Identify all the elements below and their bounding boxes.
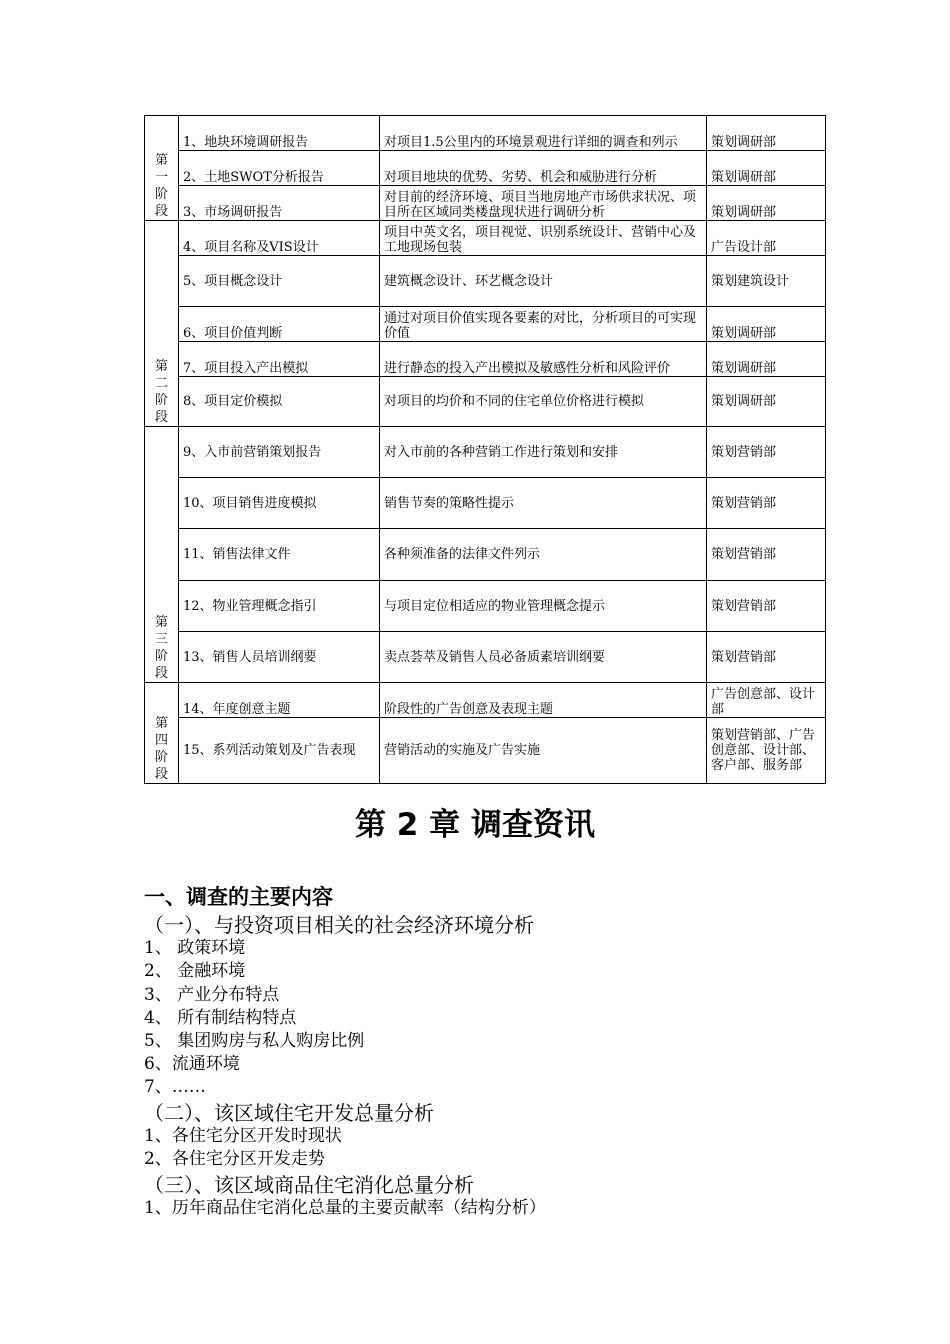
item-cell: 10、项目销售进度模拟 bbox=[179, 478, 380, 529]
desc-cell: 阶段性的广告创意及表现主题 bbox=[380, 683, 707, 718]
desc-cell: 建筑概念设计、环艺概念设计 bbox=[380, 256, 707, 307]
table-row bbox=[145, 256, 826, 307]
table-row bbox=[145, 718, 826, 784]
dept-cell: 策划调研部 bbox=[707, 307, 826, 342]
table-row bbox=[145, 116, 826, 151]
stage-cell-2: 第 二 阶 段 bbox=[145, 221, 179, 427]
table-row bbox=[145, 377, 826, 427]
dept-cell: 策划营销部 bbox=[707, 581, 826, 632]
table-row bbox=[145, 478, 826, 529]
dept-cell: 广告创意部、设计部 bbox=[707, 683, 826, 718]
table-row bbox=[145, 151, 826, 186]
dept-cell: 策划营销部 bbox=[707, 427, 826, 478]
table-row bbox=[145, 307, 826, 342]
list-item: 6、流通环境 bbox=[144, 1054, 240, 1074]
item-cell: 14、年度创意主题 bbox=[179, 683, 380, 718]
stage-cell-4: 第 四 阶 段 bbox=[145, 683, 179, 784]
desc-cell: 对项目地块的优势、劣势、机会和威胁进行分析 bbox=[380, 151, 707, 186]
chapter-title: 第 2 章 调查资讯 bbox=[355, 807, 595, 843]
desc-cell: 与项目定位相适应的物业管理概念提示 bbox=[380, 581, 707, 632]
dept-cell: 策划调研部 bbox=[707, 151, 826, 186]
list-item: 2、各住宅分区开发走势 bbox=[144, 1149, 325, 1169]
dept-cell: 策划营销部 bbox=[707, 632, 826, 683]
list-item: 1、历年商品住宅消化总量的主要贡献率（结构分析） bbox=[144, 1198, 546, 1218]
list-item: 1、 政策环境 bbox=[144, 938, 246, 958]
item-cell: 9、入市前营销策划报告 bbox=[179, 427, 380, 478]
stage-cell-3: 第 三 阶 段 bbox=[145, 427, 179, 683]
item-cell: 15、系列活动策划及广告表现 bbox=[179, 718, 380, 784]
item-cell: 11、销售法律文件 bbox=[179, 529, 380, 581]
dept-cell: 策划调研部 bbox=[707, 377, 826, 427]
item-cell: 1、地块环境调研报告 bbox=[179, 116, 380, 151]
desc-cell: 对目前的经济环境、项目当地房地产市场供求状况、项目所在区域同类楼盘现状进行调研分析 bbox=[380, 186, 707, 221]
desc-cell: 对项目1.5公里内的环境景观进行详细的调查和列示 bbox=[380, 116, 707, 151]
dept-cell: 策划建筑设计 bbox=[707, 256, 826, 307]
section-title: 一、调查的主要内容 bbox=[144, 885, 333, 909]
desc-cell: 销售节奏的策略性提示 bbox=[380, 478, 707, 529]
list-item: 4、 所有制结构特点 bbox=[144, 1008, 297, 1028]
table-row bbox=[145, 683, 826, 718]
dept-cell: 策划调研部 bbox=[707, 342, 826, 377]
table-row bbox=[145, 186, 826, 221]
list-item: 2、 金融环境 bbox=[144, 961, 246, 981]
item-cell: 13、销售人员培训纲要 bbox=[179, 632, 380, 683]
table-row bbox=[145, 342, 826, 377]
desc-cell: 对项目的均价和不同的住宅单位价格进行模拟 bbox=[380, 377, 707, 427]
table-row bbox=[145, 529, 826, 581]
project-stage-table bbox=[144, 115, 826, 784]
desc-cell: 通过对项目价值实现各要素的对比，分析项目的可实现价值 bbox=[380, 307, 707, 342]
dept-cell: 策划营销部 bbox=[707, 478, 826, 529]
desc-cell: 卖点荟萃及销售人员必备质素培训纲要 bbox=[380, 632, 707, 683]
desc-cell: 营销活动的实施及广告实施 bbox=[380, 718, 707, 784]
list-item: 7、…… bbox=[144, 1077, 206, 1097]
item-cell: 3、市场调研报告 bbox=[179, 186, 380, 221]
dept-cell: 策划调研部 bbox=[707, 116, 826, 151]
item-cell: 4、项目名称及VIS设计 bbox=[179, 221, 380, 256]
item-cell: 6、项目价值判断 bbox=[179, 307, 380, 342]
dept-cell: 广告设计部 bbox=[707, 221, 826, 256]
dept-cell: 策划营销部、广告创意部、设计部、客户部、服务部 bbox=[707, 718, 826, 784]
subsection-title-3: （三）、该区域商品住宅消化总量分析 bbox=[144, 1173, 474, 1197]
table-row bbox=[145, 581, 826, 632]
desc-cell: 对入市前的各种营销工作进行策划和安排 bbox=[380, 427, 707, 478]
item-cell: 12、物业管理概念指引 bbox=[179, 581, 380, 632]
dept-cell: 策划营销部 bbox=[707, 529, 826, 581]
desc-cell: 进行静态的投入产出模拟及敏感性分析和风险评价 bbox=[380, 342, 707, 377]
item-cell: 8、项目定价模拟 bbox=[179, 377, 380, 427]
table-row bbox=[145, 632, 826, 683]
desc-cell: 各种须准备的法律文件列示 bbox=[380, 529, 707, 581]
subsection-title-1: （一）、与投资项目相关的社会经济环境分析 bbox=[144, 913, 534, 937]
dept-cell: 策划调研部 bbox=[707, 186, 826, 221]
list-item: 3、 产业分布特点 bbox=[144, 985, 280, 1005]
table-row bbox=[145, 221, 826, 256]
desc-cell: 项目中英文名，项目视觉、识别系统设计、营销中心及工地现场包装 bbox=[380, 221, 707, 256]
stage-cell-1: 第 一 阶 段 bbox=[145, 116, 179, 221]
list-item: 1、各住宅分区开发时现状 bbox=[144, 1126, 342, 1146]
item-cell: 2、土地SWOT分析报告 bbox=[179, 151, 380, 186]
list-item: 5、 集团购房与私人购房比例 bbox=[144, 1031, 365, 1051]
table-row bbox=[145, 427, 826, 478]
subsection-title-2: （二）、该区域住宅开发总量分析 bbox=[144, 1101, 434, 1125]
item-cell: 7、项目投入产出模拟 bbox=[179, 342, 380, 377]
item-cell: 5、项目概念设计 bbox=[179, 256, 380, 307]
